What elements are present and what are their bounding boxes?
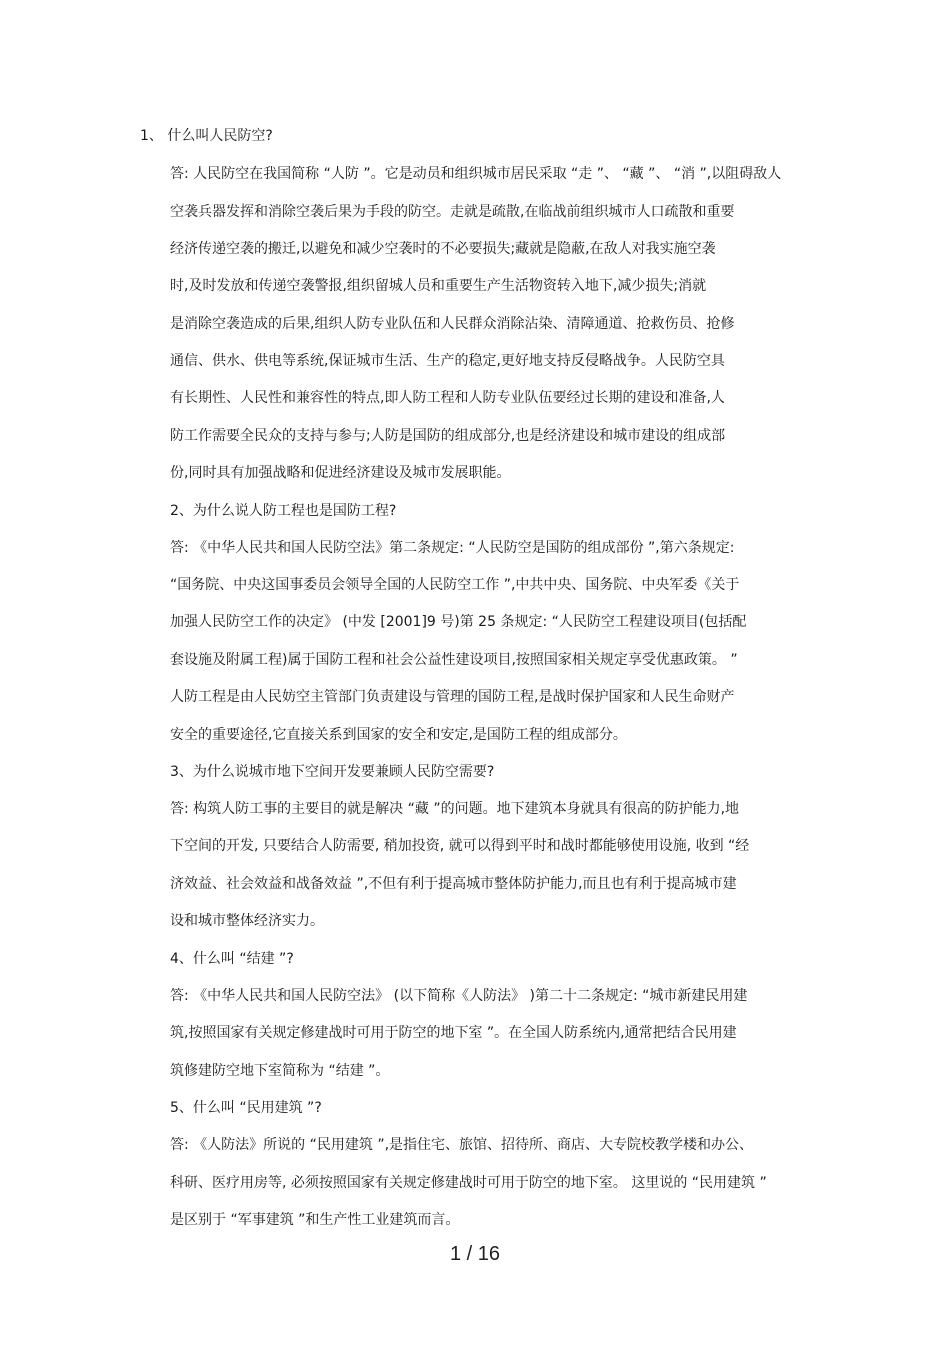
answer-2-line: 套设施及附属工程)属于国防工程和社会公益性建设项目,按照国家相关规定享受优惠政策。 ” [170,652,738,668]
answer-3-line: 济效益、社会效益和战备效益 ”,不但有利于提高城市整体防护能力,而且也有利于提高城市建 [170,876,737,892]
answer-5-line: 答: 《人防法》所说的 “民用建筑 ”,是指住宅、旅馆、招待所、商店、大专院校教学楼和办公、 [170,1137,754,1153]
answer-1-line: 是消除空袭造成的后果,组织人防专业队伍和人民群众消除沾染、清障通道、抢救伤员、抢修 [170,316,735,332]
answer-4-line: 筑修建防空地下室简称为 “结建 ”。 [170,1063,390,1079]
answer-1-line: 经济传递空袭的搬迁,以避免和减少空袭时的不必要损失;藏就是隐蔽,在敌人对我实施空袭 [170,241,716,257]
answer-4-line: 筑,按照国家有关规定修建战时可用于防空的地下室 ”。在全国人防系统内,通常把结合民用建 [170,1025,737,1041]
answer-5-line: 是区别于 “军事建筑 ”和生产性工业建筑而言。 [170,1212,460,1228]
answer-1-line: 份,同时具有加强战略和促进经济建设及城市发展职能。 [170,465,511,481]
answer-2-line: 加强人民防空工作的决定》 (中发 [2001]9 号)第 25 条规定: “人民防空工程建设项目(包括配 [170,614,747,630]
answer-1-line: 答: 人民防空在我国简称 “人防 ”。它是动员和组织城市居民采取 “走 ”、 “藏 ”、 “消 ”,以阻碍敌人 [170,166,782,182]
answer-1-line: 时,及时发放和传递空袭警报,组织留城人员和重要生产生活物资转入地下,减少损失;消就 [170,278,707,294]
answer-2-line: 答: 《中华人民共和国人民防空法》第二条规定: “人民防空是国防的组成部份 ”,第六条规定: [170,540,735,556]
answer-2-line: 人防工程是由人民妨空主管部门负责建设与管理的国防工程,是战时保护国家和人民生命财产 [170,689,735,705]
answer-1-line: 有长期性、人民性和兼容性的特点,即人防工程和人防专业队伍要经过长期的建设和准备,人 [170,390,725,406]
question-5-title: 5、什么叫 “民用建筑 ”? [170,1100,322,1116]
answer-3-line: 答: 构筑人防工事的主要目的就是解决 “藏 ”的问题。地下建筑本身就具有很高的防护能力,地 [170,801,740,817]
answer-3-line: 下空间的开发, 只要结合人防需要, 稍加投资, 就可以得到平时和战时都能够使用设施, 收到 “经 [170,838,750,854]
question-3-title: 3、为什么说城市地下空间开发要兼顾人民防空需要? [170,764,495,780]
answer-5-line: 科研、医疗用房等, 必须按照国家有关规定修建战时可用于防空的地下室。 这里说的 “民用建筑 ” [170,1175,767,1191]
answer-2-line: “国务院、中央这国事委员会领导全国的人民防空工作 ”,中共中央、国务院、中央军委《关于 [170,577,740,593]
answer-1-line: 防工作需要全民众的支持与参与;人防是国防的组成部分,也是经济建设和城市建设的组成部 [170,428,726,444]
answer-2-line: 安全的重要途径,它直接关系到国家的安全和安定,是国防工程的组成部分。 [170,727,627,743]
answer-1-line: 空袭兵器发挥和消除空袭后果为手段的防空。走就是疏散,在临战前组织城市人口疏散和重要 [170,204,735,220]
question-1-title: 1、 什么叫人民防空? [140,128,273,144]
question-2-title: 2、为什么说人防工程也是国防工程? [170,503,397,519]
page-indicator: 1 / 16 [449,1243,501,1265]
answer-1-line: 通信、供水、供电等系统,保证城市生活、生产的稳定,更好地支持反侵略战争。人民防空具 [170,353,725,369]
answer-3-line: 设和城市整体经济实力。 [170,913,324,929]
question-4-title: 4、什么叫 “结建 ”? [170,951,294,967]
answer-4-line: 答: 《中华人民共和国人民防空法》 (以下简称《人防法》 )第二十二条规定: “城市新建民用建 [170,988,748,1004]
